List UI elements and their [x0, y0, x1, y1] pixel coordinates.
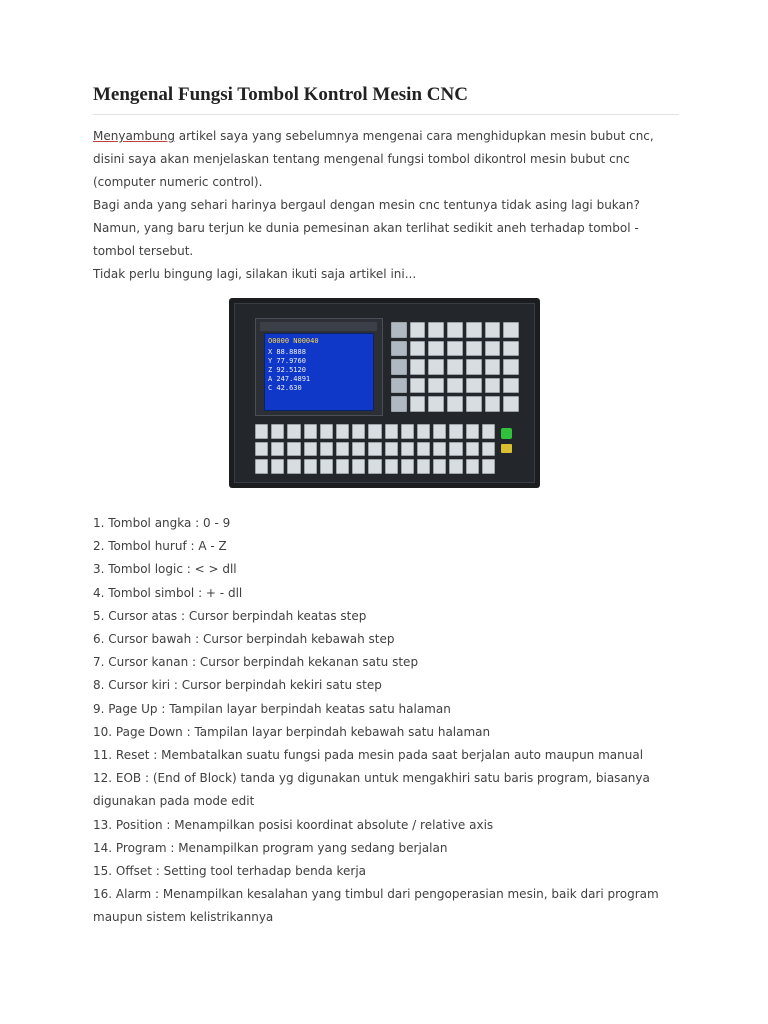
function-key: [304, 442, 317, 457]
function-key: [304, 424, 317, 439]
feed-hold-button: [501, 444, 512, 453]
function-key: [271, 459, 284, 474]
function-key: [449, 442, 462, 457]
list-item: 4. Tombol simbol : + - dll: [93, 585, 243, 600]
cycle-start-button: [501, 428, 512, 439]
cnc-screen: [264, 333, 374, 411]
keypad-key: [410, 378, 426, 394]
keypad-key: [447, 378, 463, 394]
alphanumeric-keypad: [391, 322, 519, 412]
list-item: 5. Cursor atas : Cursor berpindah keatas step: [93, 608, 367, 623]
list-item: 15. Offset : Setting tool terhadap benda kerja: [93, 864, 367, 879]
function-key: [352, 459, 365, 474]
intro-paragraph-1-text: artikel saya yang sebelumnya mengenai cara menghidupkan mesin bubut cnc, disini saya akan menjelaskan tentang mengenal fungsi tombol dikontrol mesin bubut cnc (computer numeric control).: [93, 129, 654, 189]
keypad-key: [503, 341, 519, 357]
screen-line-4: Z 92.5120: [268, 366, 306, 374]
screen-line-5: A 247.4891: [268, 375, 311, 383]
list-item: 16. Alarm : Menampilkan kesalahan yang timbul dari pengoperasian mesin, baik dari program maupun sistem kelistrikannya: [93, 887, 659, 925]
keypad-key: [466, 396, 482, 412]
function-key: [401, 442, 414, 457]
keypad-key: [447, 396, 463, 412]
article-title: Mengenal Fungsi Tombol Kontrol Mesin CNC: [93, 84, 679, 115]
list-item: 12. EOB : (End of Block) tanda yg digunakan untuk mengakhiri satu baris program, biasanya digunakan pada mode edit: [93, 771, 650, 809]
keypad-key: [410, 341, 426, 357]
function-key: [385, 459, 398, 474]
function-key: [482, 424, 495, 439]
list-item: 11. Reset : Membatalkan suatu fungsi pada mesin pada saat berjalan auto maupun manual: [93, 748, 644, 763]
function-key: [449, 459, 462, 474]
function-key: [255, 442, 268, 457]
keypad-key: [466, 322, 482, 338]
function-key: [255, 424, 268, 439]
keypad-key: [466, 359, 482, 375]
keypad-key: [485, 322, 501, 338]
function-key: [385, 442, 398, 457]
function-key: [271, 442, 284, 457]
function-key: [368, 424, 381, 439]
keypad-key: [503, 322, 519, 338]
function-key: [255, 459, 268, 474]
function-key: [482, 459, 495, 474]
function-key: [287, 442, 300, 457]
intro-paragraph-3: Tidak perlu bingung lagi, silakan ikuti saja artikel ini...: [93, 267, 417, 281]
function-key: [336, 442, 349, 457]
function-key: [320, 442, 333, 457]
function-key: [336, 424, 349, 439]
keypad-key: [410, 396, 426, 412]
keypad-key: [485, 378, 501, 394]
list-item: 7. Cursor kanan : Cursor berpindah kekanan satu step: [93, 655, 419, 670]
function-key: [368, 442, 381, 457]
keypad-key: [447, 359, 463, 375]
function-key: [401, 459, 414, 474]
function-key: [466, 424, 479, 439]
function-key: [287, 459, 300, 474]
function-key: [401, 424, 414, 439]
screen-brand-strip: [260, 322, 377, 331]
list-item: 9. Page Up : Tampilan layar berpindah keatas satu halaman: [93, 701, 451, 716]
panel-inner: [234, 303, 535, 483]
keypad-key: [391, 378, 407, 394]
list-item: 2. Tombol huruf : A - Z: [93, 539, 227, 554]
list-item: 3. Tombol logic : < > dll: [93, 562, 237, 577]
function-key: [320, 459, 333, 474]
intro-paragraph-1: [93, 125, 679, 194]
function-key: [482, 442, 495, 457]
keypad-key: [391, 359, 407, 375]
keypad-key: [447, 341, 463, 357]
keypad-key: [485, 359, 501, 375]
keypad-key: [428, 396, 444, 412]
keypad-key: [391, 396, 407, 412]
keypad-key: [391, 322, 407, 338]
keypad-key: [428, 378, 444, 394]
screen-line-6: C 42.630: [268, 384, 302, 392]
function-key: [433, 424, 446, 439]
intro-paragraph-2: Bagi anda yang sehari harinya bergaul dengan mesin cnc tentunya tidak asing lagi bukan? Namun, yang baru terjun ke dunia pemesinan akan terlihat sedikit aneh terhadap tombol - tombol tersebut.: [93, 198, 640, 258]
keypad-key: [485, 396, 501, 412]
function-key: [271, 424, 284, 439]
keypad-key: [485, 341, 501, 357]
function-key: [449, 424, 462, 439]
keypad-key: [428, 341, 444, 357]
screen-line-2: X 88.8888: [268, 348, 306, 356]
function-key: [433, 442, 446, 457]
function-key: [466, 459, 479, 474]
panel-frame: [229, 298, 540, 488]
button-function-list: [93, 512, 679, 930]
function-key: [352, 424, 365, 439]
article-intro: [93, 125, 679, 286]
function-key: [417, 459, 430, 474]
function-key: [368, 459, 381, 474]
previous-article-link[interactable]: Menyambung: [93, 129, 175, 143]
keypad-key: [503, 396, 519, 412]
list-item: 8. Cursor kiri : Cursor berpindah kekiri satu step: [93, 678, 382, 693]
cnc-control-panel-image: [229, 298, 540, 488]
function-key: [320, 424, 333, 439]
function-key: [433, 459, 446, 474]
article: [93, 84, 679, 930]
function-key: [352, 442, 365, 457]
function-key: [466, 442, 479, 457]
function-keypad: [255, 424, 495, 474]
screen-bezel: [255, 318, 383, 416]
keypad-key: [447, 322, 463, 338]
function-key: [385, 424, 398, 439]
keypad-key: [466, 341, 482, 357]
list-item: 14. Program : Menampilkan program yang sedang berjalan: [93, 840, 448, 855]
function-key: [336, 459, 349, 474]
list-item: 13. Position : Menampilkan posisi koordinat absolute / relative axis: [93, 817, 494, 832]
screen-line-3: Y 77.9760: [268, 357, 306, 365]
function-key: [417, 424, 430, 439]
keypad-key: [410, 322, 426, 338]
keypad-key: [466, 378, 482, 394]
function-key: [287, 424, 300, 439]
function-key: [417, 442, 430, 457]
keypad-key: [503, 378, 519, 394]
keypad-key: [391, 341, 407, 357]
function-key: [304, 459, 317, 474]
list-item: 10. Page Down : Tampilan layar berpindah kebawah satu halaman: [93, 724, 491, 739]
screen-line-1: O0000 N00040: [268, 337, 319, 345]
keypad-key: [410, 359, 426, 375]
list-item: 6. Cursor bawah : Cursor berpindah kebawah step: [93, 632, 395, 647]
keypad-key: [428, 322, 444, 338]
list-item: 1. Tombol angka : 0 - 9: [93, 516, 231, 530]
keypad-key: [428, 359, 444, 375]
keypad-key: [503, 359, 519, 375]
